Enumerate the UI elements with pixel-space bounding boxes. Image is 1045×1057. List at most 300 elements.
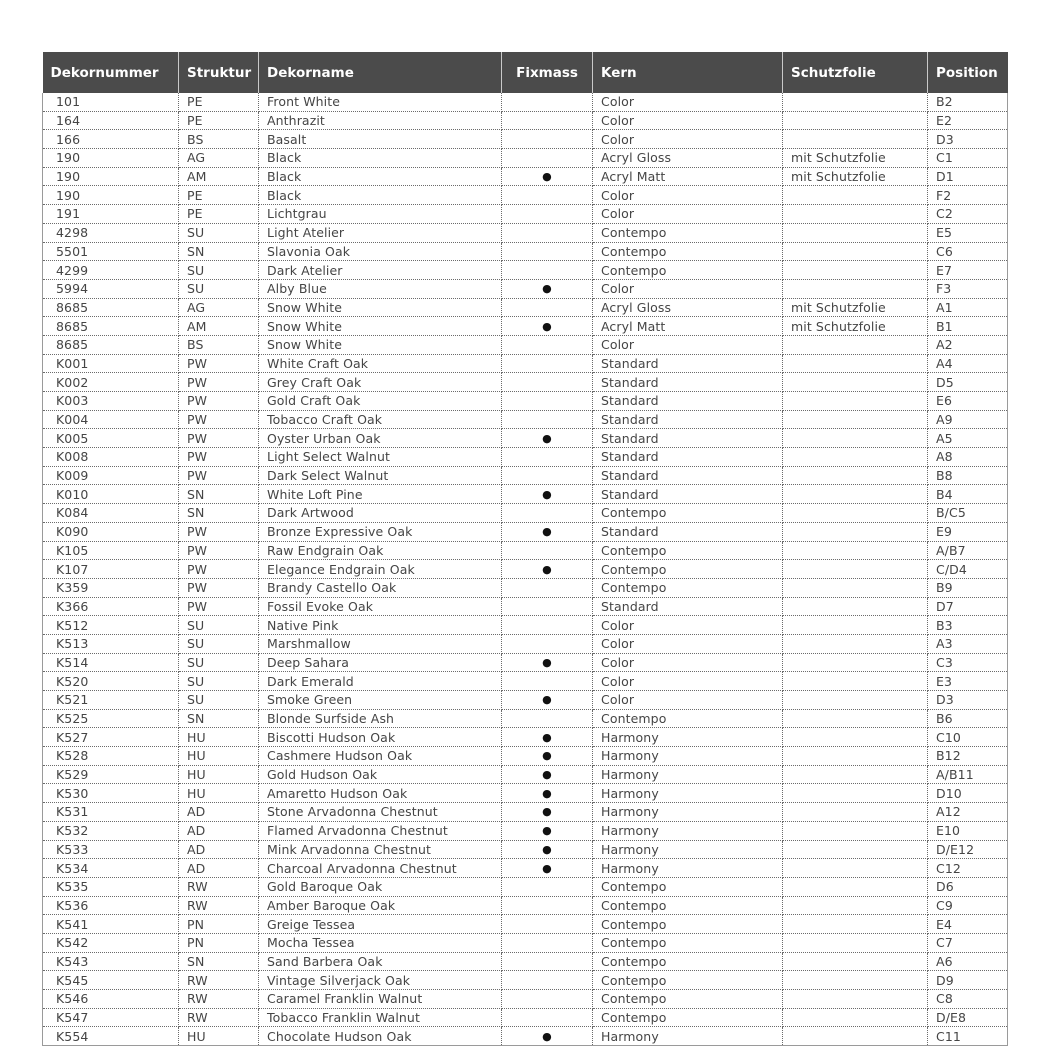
- table-row[interactable]: [43, 261, 1008, 280]
- dekorname-cell: Slavonia Oak: [259, 242, 502, 261]
- dekornummer-cell: K545: [43, 971, 179, 990]
- dekornummer-cell: K525: [43, 709, 179, 728]
- schutzfolie-cell: [783, 672, 928, 691]
- fixmass-cell: ●: [502, 765, 593, 784]
- fixmass-cell: [502, 504, 593, 523]
- fixmass-cell: [502, 205, 593, 224]
- dekorname-cell: Lichtgrau: [259, 205, 502, 224]
- fixmass-cell: [502, 93, 593, 111]
- position-cell: E5: [928, 223, 1008, 242]
- table-row[interactable]: [43, 522, 1008, 541]
- struktur-cell: SN: [179, 952, 259, 971]
- fixmass-cell: [502, 149, 593, 168]
- struktur-cell: RW: [179, 877, 259, 896]
- fixmass-cell: ●: [502, 653, 593, 672]
- dekornummer-cell: 166: [43, 130, 179, 149]
- fixmass-cell: [502, 242, 593, 261]
- position-cell: A12: [928, 803, 1008, 822]
- kern-cell: Color: [593, 672, 783, 691]
- dekornummer-cell: K084: [43, 504, 179, 523]
- header-position[interactable]: Position: [928, 52, 1008, 93]
- fixmass-cell: [502, 111, 593, 130]
- dekorname-cell: Tobacco Franklin Walnut: [259, 1008, 502, 1027]
- kern-cell: Standard: [593, 485, 783, 504]
- dekornummer-cell: K530: [43, 784, 179, 803]
- table-row[interactable]: [43, 317, 1008, 336]
- header-struktur[interactable]: Struktur: [179, 52, 259, 93]
- table-row[interactable]: [43, 186, 1008, 205]
- fixmass-cell: [502, 392, 593, 411]
- struktur-cell: PW: [179, 429, 259, 448]
- table-row[interactable]: [43, 691, 1008, 710]
- position-cell: C8: [928, 990, 1008, 1009]
- table-row[interactable]: [43, 149, 1008, 168]
- dekorname-cell: Brandy Castello Oak: [259, 578, 502, 597]
- dekorname-cell: Sand Barbera Oak: [259, 952, 502, 971]
- position-cell: D5: [928, 373, 1008, 392]
- kern-cell: Standard: [593, 429, 783, 448]
- dekorname-cell: Greige Tessea: [259, 915, 502, 934]
- position-cell: B9: [928, 578, 1008, 597]
- dekorname-cell: Black: [259, 167, 502, 186]
- struktur-cell: SU: [179, 634, 259, 653]
- fixmass-cell: ●: [502, 560, 593, 579]
- fixmass-cell: [502, 298, 593, 317]
- decor-table: [42, 52, 1008, 1046]
- fixmass-cell: [502, 466, 593, 485]
- position-cell: C12: [928, 859, 1008, 878]
- schutzfolie-cell: [783, 279, 928, 298]
- fixmass-cell: [502, 915, 593, 934]
- dekorname-cell: Vintage Silverjack Oak: [259, 971, 502, 990]
- dekornummer-cell: K521: [43, 691, 179, 710]
- dekornummer-cell: K009: [43, 466, 179, 485]
- table-row[interactable]: [43, 709, 1008, 728]
- header-dekorname[interactable]: Dekorname: [259, 52, 502, 93]
- table-row[interactable]: [43, 466, 1008, 485]
- kern-cell: Contempo: [593, 578, 783, 597]
- table-row[interactable]: [43, 111, 1008, 130]
- position-cell: B1: [928, 317, 1008, 336]
- struktur-cell: AG: [179, 298, 259, 317]
- dekorname-cell: Gold Baroque Oak: [259, 877, 502, 896]
- table-body: [43, 93, 1008, 1046]
- table-row[interactable]: [43, 990, 1008, 1009]
- schutzfolie-cell: [783, 821, 928, 840]
- table-row[interactable]: [43, 1027, 1008, 1046]
- schutzfolie-cell: [783, 130, 928, 149]
- fixmass-cell: ●: [502, 747, 593, 766]
- position-cell: F2: [928, 186, 1008, 205]
- table-row[interactable]: [43, 504, 1008, 523]
- schutzfolie-cell: [783, 1027, 928, 1046]
- table-row[interactable]: [43, 840, 1008, 859]
- struktur-cell: AD: [179, 859, 259, 878]
- table-row[interactable]: [43, 952, 1008, 971]
- table-row[interactable]: [43, 896, 1008, 915]
- struktur-cell: SU: [179, 616, 259, 635]
- schutzfolie-cell: [783, 933, 928, 952]
- table-row[interactable]: [43, 167, 1008, 186]
- table-row[interactable]: [43, 130, 1008, 149]
- fixmass-cell: ●: [502, 859, 593, 878]
- dekorname-cell: Dark Emerald: [259, 672, 502, 691]
- header-kern[interactable]: Kern: [593, 52, 783, 93]
- dekorname-cell: Charcoal Arvadonna Chestnut: [259, 859, 502, 878]
- dekornummer-cell: K535: [43, 877, 179, 896]
- position-cell: A3: [928, 634, 1008, 653]
- schutzfolie-cell: [783, 859, 928, 878]
- table-row[interactable]: [43, 429, 1008, 448]
- table-row[interactable]: [43, 728, 1008, 747]
- table-row[interactable]: [43, 373, 1008, 392]
- dekorname-cell: Dark Artwood: [259, 504, 502, 523]
- table-row[interactable]: [43, 597, 1008, 616]
- kern-cell: Color: [593, 186, 783, 205]
- struktur-cell: SN: [179, 709, 259, 728]
- schutzfolie-cell: [783, 466, 928, 485]
- kern-cell: Acryl Gloss: [593, 298, 783, 317]
- dekornummer-cell: 8685: [43, 298, 179, 317]
- schutzfolie-cell: [783, 111, 928, 130]
- table-row[interactable]: [43, 765, 1008, 784]
- dekornummer-cell: K541: [43, 915, 179, 934]
- position-cell: E7: [928, 261, 1008, 280]
- table-row[interactable]: [43, 223, 1008, 242]
- schutzfolie-cell: [783, 747, 928, 766]
- fixmass-cell: ●: [502, 317, 593, 336]
- table-row[interactable]: [43, 93, 1008, 111]
- table-row[interactable]: [43, 578, 1008, 597]
- kern-cell: Color: [593, 335, 783, 354]
- table-row[interactable]: [43, 354, 1008, 373]
- dekornummer-cell: K003: [43, 392, 179, 411]
- fixmass-cell: ●: [502, 167, 593, 186]
- table-row[interactable]: [43, 541, 1008, 560]
- struktur-cell: HU: [179, 784, 259, 803]
- dekornummer-cell: K004: [43, 410, 179, 429]
- position-cell: D/E8: [928, 1008, 1008, 1027]
- table-row[interactable]: [43, 1008, 1008, 1027]
- kern-cell: Harmony: [593, 821, 783, 840]
- dekornummer-cell: K527: [43, 728, 179, 747]
- fixmass-cell: ●: [502, 522, 593, 541]
- kern-cell: Standard: [593, 522, 783, 541]
- header-fixmass[interactable]: Fixmass: [502, 52, 593, 93]
- schutzfolie-cell: [783, 261, 928, 280]
- kern-cell: Harmony: [593, 728, 783, 747]
- schutzfolie-cell: [783, 784, 928, 803]
- dekorname-cell: Fossil Evoke Oak: [259, 597, 502, 616]
- dekornummer-cell: K554: [43, 1027, 179, 1046]
- kern-cell: Contempo: [593, 541, 783, 560]
- fixmass-cell: [502, 223, 593, 242]
- struktur-cell: AM: [179, 167, 259, 186]
- position-cell: D3: [928, 130, 1008, 149]
- schutzfolie-cell: [783, 335, 928, 354]
- header-schutzfolie[interactable]: Schutzfolie: [783, 52, 928, 93]
- schutzfolie-cell: [783, 392, 928, 411]
- struktur-cell: PW: [179, 541, 259, 560]
- dekorname-cell: Grey Craft Oak: [259, 373, 502, 392]
- position-cell: D3: [928, 691, 1008, 710]
- table-row[interactable]: [43, 485, 1008, 504]
- dekornummer-cell: K531: [43, 803, 179, 822]
- dekorname-cell: White Craft Oak: [259, 354, 502, 373]
- kern-cell: Contempo: [593, 896, 783, 915]
- struktur-cell: AD: [179, 821, 259, 840]
- struktur-cell: PN: [179, 915, 259, 934]
- position-cell: A2: [928, 335, 1008, 354]
- position-cell: D/E12: [928, 840, 1008, 859]
- schutzfolie-cell: [783, 373, 928, 392]
- dekorname-cell: Biscotti Hudson Oak: [259, 728, 502, 747]
- kern-cell: Contempo: [593, 1008, 783, 1027]
- fixmass-cell: ●: [502, 485, 593, 504]
- table-row[interactable]: [43, 915, 1008, 934]
- schutzfolie-cell: [783, 896, 928, 915]
- schutzfolie-cell: [783, 597, 928, 616]
- table-row[interactable]: [43, 672, 1008, 691]
- schutzfolie-cell: mit Schutzfolie: [783, 167, 928, 186]
- fixmass-cell: [502, 672, 593, 691]
- position-cell: A6: [928, 952, 1008, 971]
- dekornummer-cell: K090: [43, 522, 179, 541]
- schutzfolie-cell: [783, 485, 928, 504]
- schutzfolie-cell: [783, 242, 928, 261]
- struktur-cell: HU: [179, 765, 259, 784]
- dekorname-cell: Light Select Walnut: [259, 448, 502, 467]
- struktur-cell: PW: [179, 392, 259, 411]
- position-cell: D7: [928, 597, 1008, 616]
- kern-cell: Color: [593, 616, 783, 635]
- schutzfolie-cell: [783, 840, 928, 859]
- dekornummer-cell: K547: [43, 1008, 179, 1027]
- kern-cell: Contempo: [593, 709, 783, 728]
- schutzfolie-cell: [783, 448, 928, 467]
- table-row[interactable]: [43, 971, 1008, 990]
- fixmass-cell: ●: [502, 1027, 593, 1046]
- dekornummer-cell: K366: [43, 597, 179, 616]
- dekornummer-cell: K529: [43, 765, 179, 784]
- schutzfolie-cell: mit Schutzfolie: [783, 298, 928, 317]
- dekorname-cell: Raw Endgrain Oak: [259, 541, 502, 560]
- position-cell: A4: [928, 354, 1008, 373]
- table-header: [43, 52, 1008, 93]
- position-cell: E2: [928, 111, 1008, 130]
- fixmass-cell: ●: [502, 728, 593, 747]
- fixmass-cell: [502, 373, 593, 392]
- kern-cell: Acryl Matt: [593, 167, 783, 186]
- fixmass-cell: [502, 354, 593, 373]
- dekornummer-cell: K010: [43, 485, 179, 504]
- kern-cell: Contempo: [593, 990, 783, 1009]
- struktur-cell: AD: [179, 840, 259, 859]
- table-row[interactable]: [43, 634, 1008, 653]
- schutzfolie-cell: [783, 877, 928, 896]
- dekorname-cell: Bronze Expressive Oak: [259, 522, 502, 541]
- struktur-cell: PW: [179, 354, 259, 373]
- dekorname-cell: Anthrazit: [259, 111, 502, 130]
- fixmass-cell: [502, 578, 593, 597]
- schutzfolie-cell: [783, 709, 928, 728]
- kern-cell: Harmony: [593, 1027, 783, 1046]
- fixmass-cell: [502, 933, 593, 952]
- kern-cell: Harmony: [593, 803, 783, 822]
- fixmass-cell: ●: [502, 784, 593, 803]
- table-row[interactable]: [43, 560, 1008, 579]
- struktur-cell: PE: [179, 93, 259, 111]
- struktur-cell: AM: [179, 317, 259, 336]
- fixmass-cell: ●: [502, 691, 593, 710]
- dekornummer-cell: K005: [43, 429, 179, 448]
- dekornummer-cell: 191: [43, 205, 179, 224]
- dekorname-cell: Chocolate Hudson Oak: [259, 1027, 502, 1046]
- dekorname-cell: Snow White: [259, 335, 502, 354]
- struktur-cell: BS: [179, 335, 259, 354]
- dekornummer-cell: 190: [43, 186, 179, 205]
- dekorname-cell: Marshmallow: [259, 634, 502, 653]
- dekorname-cell: Amber Baroque Oak: [259, 896, 502, 915]
- dekorname-cell: Snow White: [259, 298, 502, 317]
- fixmass-cell: [502, 1008, 593, 1027]
- kern-cell: Contempo: [593, 971, 783, 990]
- dekorname-cell: Gold Hudson Oak: [259, 765, 502, 784]
- struktur-cell: AD: [179, 803, 259, 822]
- table-row[interactable]: [43, 335, 1008, 354]
- dekornummer-cell: K542: [43, 933, 179, 952]
- table-row[interactable]: [43, 933, 1008, 952]
- fixmass-cell: ●: [502, 803, 593, 822]
- position-cell: B3: [928, 616, 1008, 635]
- position-cell: E4: [928, 915, 1008, 934]
- struktur-cell: SU: [179, 279, 259, 298]
- table-row[interactable]: [43, 448, 1008, 467]
- schutzfolie-cell: mit Schutzfolie: [783, 317, 928, 336]
- kern-cell: Color: [593, 93, 783, 111]
- dekornummer-cell: K536: [43, 896, 179, 915]
- kern-cell: Harmony: [593, 840, 783, 859]
- struktur-cell: PE: [179, 186, 259, 205]
- position-cell: B12: [928, 747, 1008, 766]
- position-cell: E6: [928, 392, 1008, 411]
- fixmass-cell: [502, 971, 593, 990]
- dekornummer-cell: 8685: [43, 317, 179, 336]
- fixmass-cell: [502, 952, 593, 971]
- dekornummer-cell: K528: [43, 747, 179, 766]
- table-row[interactable]: [43, 877, 1008, 896]
- position-cell: E9: [928, 522, 1008, 541]
- table-row[interactable]: [43, 410, 1008, 429]
- table-row[interactable]: [43, 616, 1008, 635]
- kern-cell: Harmony: [593, 859, 783, 878]
- position-cell: C9: [928, 896, 1008, 915]
- table-row[interactable]: [43, 653, 1008, 672]
- struktur-cell: PW: [179, 522, 259, 541]
- table-row[interactable]: [43, 803, 1008, 822]
- table-row[interactable]: [43, 205, 1008, 224]
- table-row[interactable]: [43, 279, 1008, 298]
- position-cell: A1: [928, 298, 1008, 317]
- fixmass-cell: [502, 448, 593, 467]
- dekorname-cell: White Loft Pine: [259, 485, 502, 504]
- schutzfolie-cell: [783, 429, 928, 448]
- struktur-cell: SN: [179, 485, 259, 504]
- position-cell: A5: [928, 429, 1008, 448]
- struktur-cell: RW: [179, 990, 259, 1009]
- dekorname-cell: Oyster Urban Oak: [259, 429, 502, 448]
- position-cell: E10: [928, 821, 1008, 840]
- kern-cell: Standard: [593, 466, 783, 485]
- dekornummer-cell: 8685: [43, 335, 179, 354]
- dekornummer-cell: K520: [43, 672, 179, 691]
- dekornummer-cell: 190: [43, 149, 179, 168]
- table-row[interactable]: [43, 784, 1008, 803]
- table-row[interactable]: [43, 859, 1008, 878]
- struktur-cell: RW: [179, 896, 259, 915]
- fixmass-cell: [502, 130, 593, 149]
- position-cell: C1: [928, 149, 1008, 168]
- schutzfolie-cell: [783, 186, 928, 205]
- table-row[interactable]: [43, 821, 1008, 840]
- table-row[interactable]: [43, 242, 1008, 261]
- table-row[interactable]: [43, 747, 1008, 766]
- schutzfolie-cell: [783, 504, 928, 523]
- schutzfolie-cell: mit Schutzfolie: [783, 149, 928, 168]
- dekorname-cell: Snow White: [259, 317, 502, 336]
- fixmass-cell: ●: [502, 429, 593, 448]
- position-cell: C/D4: [928, 560, 1008, 579]
- struktur-cell: PW: [179, 410, 259, 429]
- kern-cell: Contempo: [593, 242, 783, 261]
- dekornummer-cell: K533: [43, 840, 179, 859]
- position-cell: A8: [928, 448, 1008, 467]
- schutzfolie-cell: [783, 522, 928, 541]
- kern-cell: Contempo: [593, 261, 783, 280]
- kern-cell: Color: [593, 205, 783, 224]
- dekornummer-cell: K543: [43, 952, 179, 971]
- kern-cell: Harmony: [593, 784, 783, 803]
- schutzfolie-cell: [783, 952, 928, 971]
- schutzfolie-cell: [783, 990, 928, 1009]
- position-cell: C3: [928, 653, 1008, 672]
- dekorname-cell: Dark Atelier: [259, 261, 502, 280]
- table-row[interactable]: [43, 392, 1008, 411]
- position-cell: D9: [928, 971, 1008, 990]
- schutzfolie-cell: [783, 803, 928, 822]
- schutzfolie-cell: [783, 205, 928, 224]
- dekorname-cell: Native Pink: [259, 616, 502, 635]
- header-dekornummer[interactable]: Dekornummer: [43, 52, 179, 93]
- dekorname-cell: Mocha Tessea: [259, 933, 502, 952]
- struktur-cell: PW: [179, 560, 259, 579]
- dekorname-cell: Caramel Franklin Walnut: [259, 990, 502, 1009]
- dekorname-cell: Black: [259, 186, 502, 205]
- kern-cell: Color: [593, 130, 783, 149]
- fixmass-cell: [502, 186, 593, 205]
- dekorname-cell: Light Atelier: [259, 223, 502, 242]
- dekornummer-cell: K002: [43, 373, 179, 392]
- dekorname-cell: Elegance Endgrain Oak: [259, 560, 502, 579]
- struktur-cell: RW: [179, 971, 259, 990]
- struktur-cell: SN: [179, 504, 259, 523]
- kern-cell: Contempo: [593, 504, 783, 523]
- schutzfolie-cell: [783, 578, 928, 597]
- fixmass-cell: [502, 709, 593, 728]
- table-row[interactable]: [43, 298, 1008, 317]
- dekorname-cell: Cashmere Hudson Oak: [259, 747, 502, 766]
- kern-cell: Contempo: [593, 933, 783, 952]
